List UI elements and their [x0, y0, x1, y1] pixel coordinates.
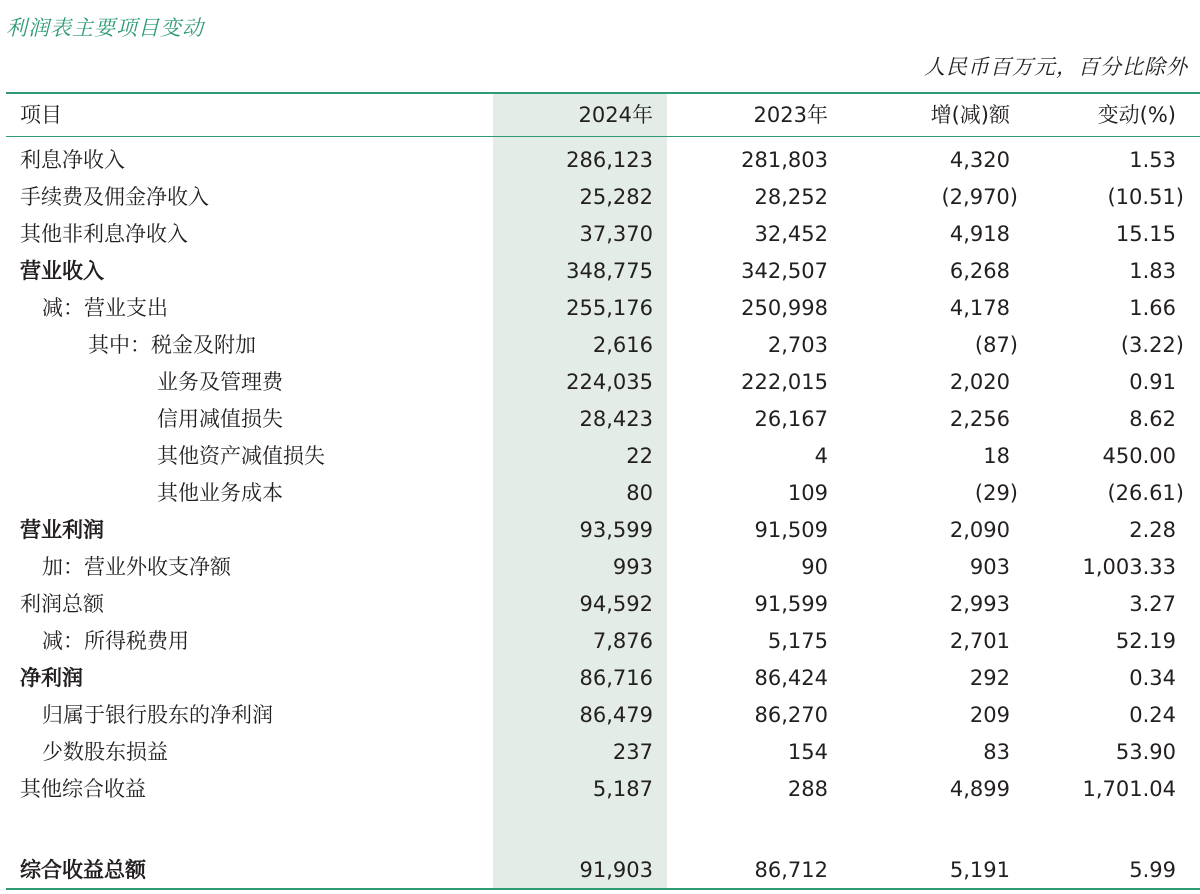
table-row: [0, 512, 1200, 548]
value-change-pct: 1,701.04: [1082, 777, 1176, 801]
row-label: 综合收益总额: [20, 858, 146, 882]
value-change: 4,178: [949, 296, 1010, 320]
value-change: 18: [983, 444, 1010, 468]
value-2024: 94,592: [579, 592, 653, 616]
value-change: 292: [969, 666, 1010, 690]
value-change-pct: (10.51): [1107, 185, 1184, 209]
value-change: 2,701: [949, 629, 1010, 653]
value-change-pct: 5.99: [1129, 858, 1176, 882]
row-label: 少数股东损益: [42, 740, 168, 764]
value-change: 2,256: [949, 407, 1010, 431]
value-2023: 26,167: [754, 407, 828, 431]
value-2024: 224,035: [566, 370, 653, 394]
value-2024: 2,616: [592, 333, 653, 357]
value-2024: 348,775: [566, 259, 653, 283]
value-change: 4,320: [949, 148, 1010, 172]
value-change: 6,268: [949, 259, 1010, 283]
value-change-pct: 52.19: [1115, 629, 1176, 653]
value-change-pct: 0.34: [1129, 666, 1176, 690]
table-row-total: [0, 852, 1200, 888]
value-change-pct: 1.83: [1129, 259, 1176, 283]
value-2024: 80: [626, 481, 653, 505]
value-change-pct: 3.27: [1129, 592, 1176, 616]
value-2023: 288: [787, 777, 828, 801]
value-change-pct: 0.24: [1129, 703, 1176, 727]
table-row: [0, 216, 1200, 252]
table-row: [0, 734, 1200, 770]
value-2024: 86,716: [579, 666, 653, 690]
row-label: 其他综合收益: [20, 777, 146, 801]
value-2023: 154: [787, 740, 828, 764]
value-2023: 281,803: [741, 148, 828, 172]
row-label: 营业利润: [20, 518, 104, 542]
table-row: [0, 697, 1200, 733]
value-change: 2,993: [949, 592, 1010, 616]
value-change-pct: 1.53: [1129, 148, 1176, 172]
table-title: 利润表主要项目变动: [6, 16, 204, 40]
value-change-pct: 0.91: [1129, 370, 1176, 394]
unit-note: 人民币百万元，百分比除外: [924, 55, 1188, 79]
table-row: [0, 438, 1200, 474]
value-change-pct: (26.61): [1107, 481, 1184, 505]
table-row: [0, 290, 1200, 326]
row-label: 减：所得税费用: [42, 629, 189, 653]
value-2024: 91,903: [579, 858, 653, 882]
value-change: (87): [974, 333, 1018, 357]
table-row: [0, 179, 1200, 215]
table-row: [0, 586, 1200, 622]
value-2024: 237: [612, 740, 653, 764]
value-2024: 22: [626, 444, 653, 468]
value-change-pct: 53.90: [1115, 740, 1176, 764]
value-2024: 86,479: [579, 703, 653, 727]
value-2023: 86,270: [754, 703, 828, 727]
value-2023: 222,015: [741, 370, 828, 394]
value-2024: 993: [612, 555, 653, 579]
value-2023: 109: [787, 481, 828, 505]
table-row: [0, 401, 1200, 437]
header-change-pct: 变动(%): [1097, 103, 1176, 127]
table-header-row: [0, 97, 1200, 133]
header-change: 增(减)额: [930, 103, 1010, 127]
row-label: 其他资产减值损失: [157, 444, 325, 468]
value-change: 209: [969, 703, 1010, 727]
value-change: 4,918: [949, 222, 1010, 246]
row-label: 减：营业支出: [42, 296, 168, 320]
table-top-rule: [6, 92, 1200, 94]
row-label: 其他非利息净收入: [20, 222, 188, 246]
value-change-pct: 1.66: [1129, 296, 1176, 320]
value-2024: 286,123: [566, 148, 653, 172]
table-row: [0, 253, 1200, 289]
value-change: 5,191: [949, 858, 1010, 882]
value-change-pct: 8.62: [1129, 407, 1176, 431]
row-label: 利息净收入: [20, 148, 125, 172]
value-2023: 5,175: [767, 629, 828, 653]
table-row: [0, 327, 1200, 363]
table-row: [0, 623, 1200, 659]
value-change: 2,020: [949, 370, 1010, 394]
header-rule: [6, 136, 1200, 137]
value-change: (29): [974, 481, 1018, 505]
value-2023: 28,252: [754, 185, 828, 209]
value-change-pct: 1,003.33: [1082, 555, 1176, 579]
row-label: 加：营业外收支净额: [42, 555, 231, 579]
value-2023: 91,509: [754, 518, 828, 542]
value-2024: 93,599: [579, 518, 653, 542]
header-2024: 2024年: [578, 103, 653, 127]
table-bottom-rule: [6, 888, 1200, 890]
row-label: 其中：税金及附加: [88, 333, 256, 357]
value-2024: 7,876: [592, 629, 653, 653]
value-change: (2,970): [941, 185, 1018, 209]
value-change: 903: [969, 555, 1010, 579]
table-row: [0, 549, 1200, 585]
value-2024: 5,187: [592, 777, 653, 801]
value-2024: 255,176: [566, 296, 653, 320]
table-row: [0, 660, 1200, 696]
value-2023: 342,507: [741, 259, 828, 283]
value-change-pct: 2.28: [1129, 518, 1176, 542]
row-label: 净利润: [20, 666, 83, 690]
value-2023: 4: [814, 444, 828, 468]
header-item: 项目: [20, 103, 62, 127]
value-change: 4,899: [949, 777, 1010, 801]
row-label: 信用减值损失: [157, 407, 283, 431]
value-2024: 28,423: [579, 407, 653, 431]
value-change: 2,090: [949, 518, 1010, 542]
value-2023: 86,712: [754, 858, 828, 882]
table-row: [0, 364, 1200, 400]
row-label: 利润总额: [20, 592, 104, 616]
row-label: 归属于银行股东的净利润: [42, 703, 273, 727]
value-change-pct: 450.00: [1102, 444, 1176, 468]
value-2023: 90: [801, 555, 828, 579]
row-label: 业务及管理费: [157, 370, 283, 394]
value-2024: 37,370: [579, 222, 653, 246]
table-row: [0, 771, 1200, 807]
value-2023: 91,599: [754, 592, 828, 616]
table-row: [0, 475, 1200, 511]
value-2023: 2,703: [767, 333, 828, 357]
value-change: 83: [983, 740, 1010, 764]
table-row: [0, 142, 1200, 178]
value-change-pct: 15.15: [1115, 222, 1176, 246]
row-label: 营业收入: [20, 259, 104, 283]
value-2023: 86,424: [754, 666, 828, 690]
row-label: 手续费及佣金净收入: [20, 185, 209, 209]
value-2023: 250,998: [741, 296, 828, 320]
value-2023: 32,452: [754, 222, 828, 246]
row-label: 其他业务成本: [157, 481, 283, 505]
header-2023: 2023年: [753, 103, 828, 127]
value-change-pct: (3.22): [1120, 333, 1184, 357]
value-2024: 25,282: [579, 185, 653, 209]
